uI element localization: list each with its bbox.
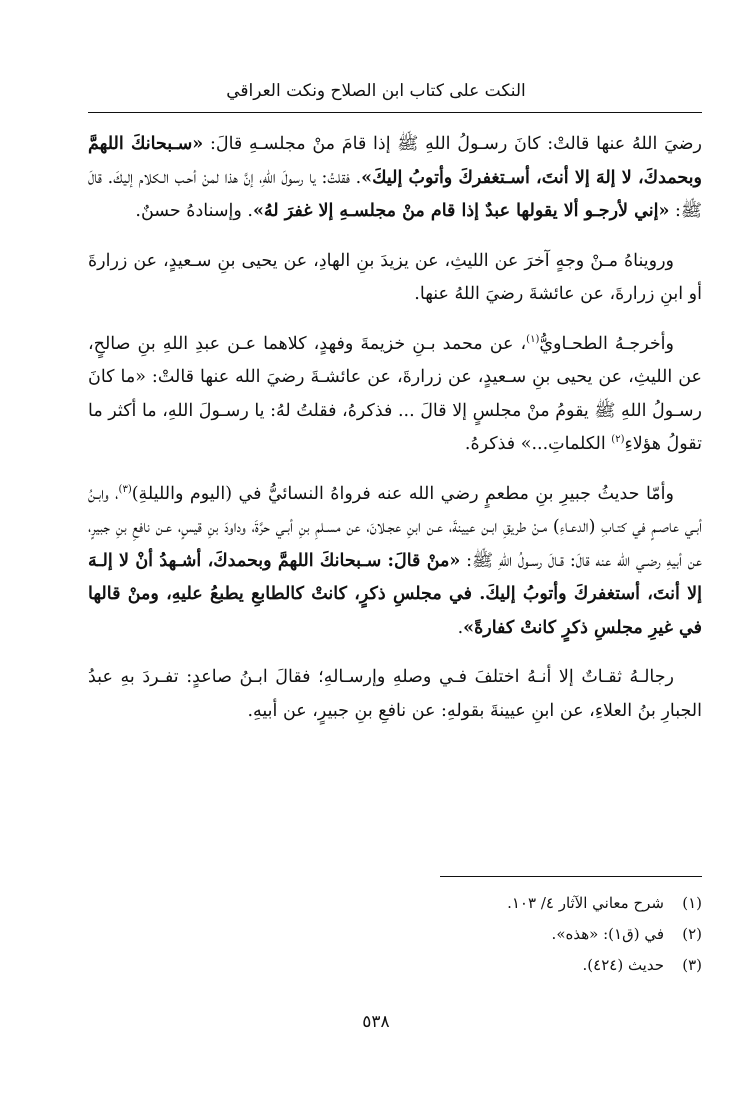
p4-text-b: ، وابـنُ أبـي عاصـمٍ في كتـابِ (الدعـاءِ) مـنْ طريقِ ابـن عيينةَ، عـن ابنِ عجـلانَ، عن مسـلمِ بنِ أبـي حرَّةَ، وداودَ بنِ قيسٍ، عـن نافعِ بنِ جبيرٍ، عن أبيهِ رضـي الله عنه قالَ: قـالَ رسـولُ اللهِ ﷺ:	[88, 483, 702, 571]
page-number: ٥٣٨	[362, 1012, 390, 1032]
p1-hadith-quote: «سـبحانكَ اللهمَّ وبحمدكَ، لا إلهَ إلا أنتَ، أسـتغفركَ وأتوبُ إليكَ»	[88, 134, 702, 188]
p4-hadith-quote: «منْ قالَ: سـبحانكَ اللهمَّ وبحمدكَ، أشـهدُ أنْ لا إلـهَ إلا أنتَ، أستغفركَ وأتوبُ إليكَ. في مجلسِ ذكرٍ، كانتْ كالطابعِ يطبعُ عليهِ، ومنْ قالها في غيرِ مجلسِ ذكرٍ كانتْ كفارةً»	[88, 550, 702, 638]
footnote-text: في (ق١): «هذه».	[551, 925, 664, 943]
footnote-text: حديث (٤٢٤).	[582, 956, 664, 974]
footnote-ref-3[interactable]: (٣)	[118, 483, 132, 495]
footnote-number: (٣)	[682, 956, 702, 974]
footnote-divider	[440, 876, 702, 877]
paragraph-2: ورويناهُ مـنْ وجهٍ آخرَ عن الليثِ، عن يزيدَ بنِ الهادِ، عن يحيى بنِ سـعيدٍ، عن زرارةَ أو ابنِ زرارةَ، عن عائشةَ رضيَ اللهُ عنها.	[88, 250, 702, 304]
footnote-ref-1[interactable]: (١)	[526, 333, 540, 345]
header-divider	[88, 112, 702, 113]
p1-hadith-quote-2: «إني لأرجـو ألا يقولها عبدٌ إذا قام منْ مجلسـهِ إلا غفرَ لهُ»	[252, 201, 670, 221]
p3-text-a: وأخرجـهُ الطحـاويُّ	[539, 333, 674, 354]
p1-text-e: . وإسنادهُ حسنٌ.	[135, 201, 253, 221]
footnote-ref-2[interactable]: (٢)	[611, 434, 625, 446]
paragraph-3	[88, 328, 702, 462]
p3-text-c: الكلماتِ...» فذكرهُ.	[464, 434, 612, 454]
main-text	[88, 128, 702, 744]
paragraph-4	[88, 478, 702, 646]
footnote-number: (٢)	[682, 925, 702, 943]
running-header-title: النكت على كتاب ابن الصلاح ونكت العراقي	[226, 81, 526, 101]
footnotes	[88, 888, 702, 981]
footnote-2	[88, 919, 702, 950]
footnote-text: شرح معاني الآثار ٤/ ١٠٣.	[507, 894, 664, 912]
p3-text-b: ، عن محمد بـنِ خزيمةَ وفهدٍ، كلاهما عـن عبدِ اللهِ بنِ صالحٍ، عن الليثِ، عن يحيى بنِ سـعيدٍ، عن زرارةَ، عن عائشـةَ رضيَ الله عنها قالتْ: «ما كانَ رسـولُ اللهِ ﷺ يقومُ منْ مجلسٍ إلا قالَ ... فذكرهُ، فقلتُ لهُ: يا رسـولَ اللهِ، ما أكثر ما تقولُ هؤلاءِ	[87, 333, 702, 454]
paragraph-1	[88, 128, 702, 229]
p1-text-a: رضيَ اللهُ عنها قالتْ: كانَ رسـولُ اللهِ ﷺ إذا قامَ منْ مجلسـهِ قالَ:	[203, 134, 702, 154]
footnote-number: (١)	[682, 894, 702, 912]
footnote-3	[88, 950, 702, 981]
p1-text-c: . فقلتُ: يا رسولَ اللهِ، إنَّ هذا لمنْ أحـب الـكلام إليكَ. قالَ ﷺ:	[88, 167, 702, 221]
p4-text-a: وأمّا حديثُ جبيرِ بنِ مطعمٍ رضي الله عنه فرواهُ النسائيُّ في (اليوم والليلةِ)	[131, 483, 674, 504]
paragraph-5: رجالـهُ ثقـاتٌ إلا أنـهُ اختلفَ فـي وصلهِ وإرسـالهِ؛ فقالَ ابـنُ صاعدٍ: تفـردَ بهِ عبدُ الجبارِ بنُ العلاءِ، عن ابنِ عيينةَ بقولهِ: عن نافعِ بنِ جبيرٍ، عن أبيهِ.	[88, 667, 702, 721]
footnote-1	[88, 888, 702, 919]
p4-text-d: .	[457, 617, 464, 638]
